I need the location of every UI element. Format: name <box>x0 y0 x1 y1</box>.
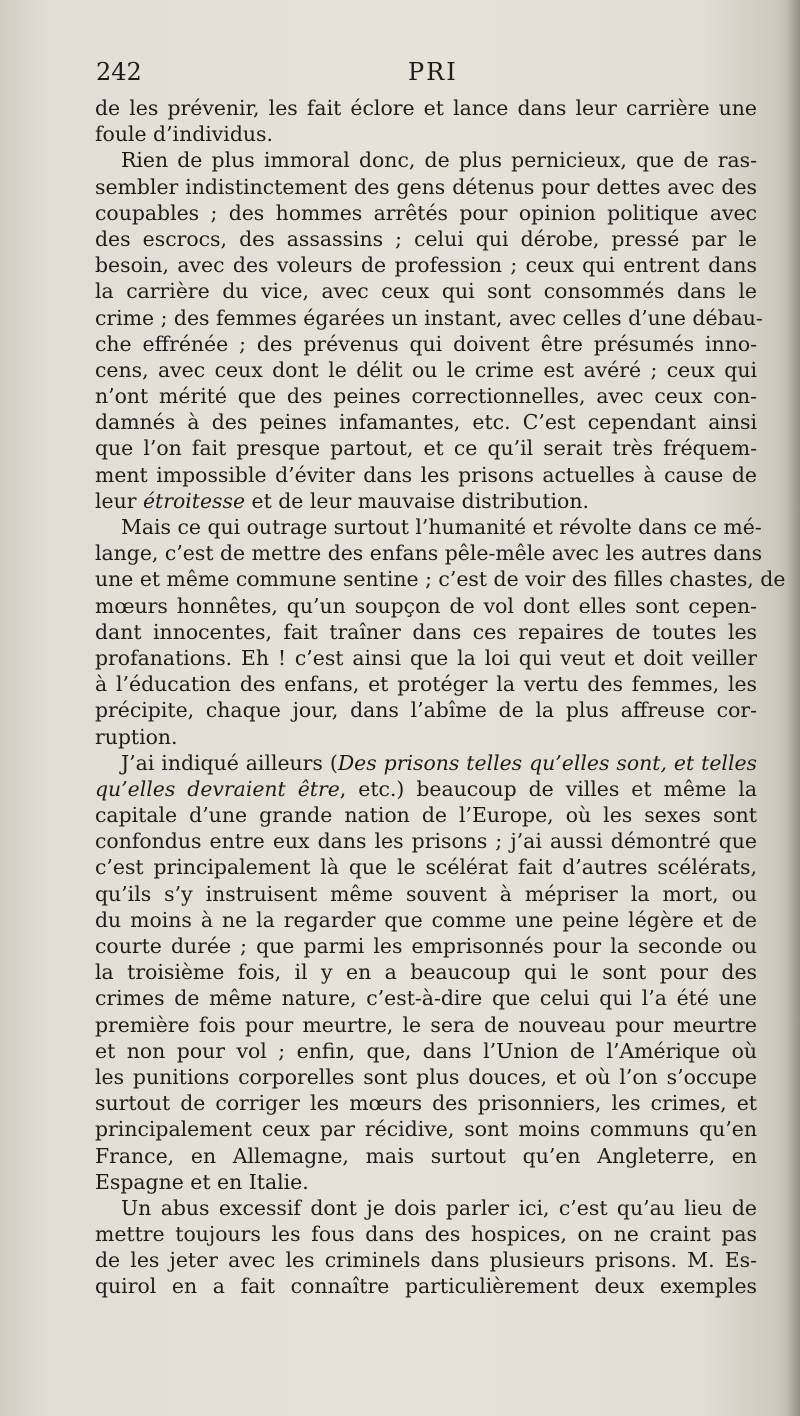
text-line: et non pour vol ; enfin, que, dans l’Union de l’Amérique où <box>95 1038 757 1063</box>
text-line: des escrocs, des assassins ; celui qui dérobe, pressé par le <box>95 226 757 251</box>
text-line: dant innocentes, fait traîner dans ces repaires de toutes les <box>95 619 757 644</box>
text-line: confondus entre eux dans les prisons ; j’ai aussi démontré que <box>95 829 757 854</box>
text-line: ment impossible d’éviter dans les prisons actuelles à cause de <box>95 462 757 487</box>
text-line: que l’on fait presque partout, et ce qu’il serait très fréquem- <box>95 436 757 461</box>
text-line: la carrière du vice, avec ceux qui sont consommés dans le <box>95 279 757 304</box>
text-line: Rien de plus immoral donc, de plus pernicieux, que de ras- <box>121 148 757 173</box>
text-line: sembler indistinctement des gens détenus pour dettes avec des <box>95 174 757 199</box>
text-line: Un abus excessif dont je dois parler ici, c’est qu’au lieu de <box>121 1195 757 1220</box>
text-line: J’ai indiqué ailleurs (Des prisons telles qu’elles sont, et telles <box>121 750 757 775</box>
text-line: profanations. Eh ! c’est ainsi que la loi qui veut et doit veiller <box>95 645 757 670</box>
text-line: surtout de corriger les mœurs des prisonniers, les crimes, et <box>95 1091 757 1116</box>
text-line: à l’éducation des enfans, et protéger la vertu des femmes, les <box>95 672 757 697</box>
text-line: n’ont mérité que des peines correctionnelles, avec ceux con- <box>95 384 757 409</box>
text-line: mettre toujours les fous dans des hospices, on ne craint pas <box>95 1222 757 1247</box>
text-line: courte durée ; que parmi les emprisonnés pour la seconde ou <box>95 934 757 958</box>
text-line: une et même commune sentine ; c’est de voir des filles chastes, de <box>95 567 786 592</box>
text-line: che effrénée ; des prévenus qui doivent être présumés inno- <box>95 331 757 356</box>
text-line: de les prévenir, les fait éclore et lance dans leur carrière une <box>95 96 757 120</box>
text-line: qu’ils s’y instruisent même souvent à mépriser la mort, ou <box>95 881 757 906</box>
text-line: qu’elles devraient être, etc.) beaucoup de villes et même la <box>95 776 757 801</box>
text-line: France, en Allemagne, mais surtout qu’en Angleterre, en <box>95 1143 757 1168</box>
body-text <box>95 95 786 1300</box>
running-head: PRI <box>408 58 458 86</box>
text-line: mœurs honnêtes, qu’un soupçon de vol dont elles sont cepen- <box>95 593 757 618</box>
binding-shadow <box>786 0 800 1416</box>
text-line: leur étroitesse et de leur mauvaise distribution. <box>95 488 589 513</box>
text-line: cens, avec ceux dont le délit ou le crime est avéré ; ceux qui <box>95 357 757 382</box>
text-line: foule d’individus. <box>95 122 273 147</box>
text-line: précipite, chaque jour, dans l’abîme de la plus affreuse cor- <box>95 698 757 723</box>
text-line: ruption. <box>95 724 178 749</box>
text-line: c’est principalement là que le scélérat fait d’autres scélérats, <box>95 855 757 880</box>
text-line: quirol en a fait connaître particulièrement deux exemples <box>95 1274 757 1299</box>
italic-text: Des prisons telles qu’elles sont, et telles <box>337 750 757 775</box>
text-line: crime ; des femmes égarées un instant, avec celles d’une débau- <box>95 305 763 330</box>
italic-text: qu’elles devraient être <box>95 776 340 801</box>
text-line: capitale d’une grande nation de l’Europe, où les sexes sont <box>95 803 757 828</box>
text-line: Mais ce qui outrage surtout l’humanité et révolte dans ce mé- <box>121 515 762 539</box>
text-line: du moins à ne la regarder que comme une peine légère et de <box>95 907 757 932</box>
italic-text: étroitesse <box>142 488 246 513</box>
text-line: principalement ceux par récidive, sont moins communs qu’en <box>95 1117 757 1142</box>
page-header <box>96 58 756 92</box>
page-number: 242 <box>96 58 142 86</box>
text-line: de les jeter avec les criminels dans plusieurs prisons. M. Es- <box>95 1248 757 1273</box>
text-line: la troisième fois, il y en a beaucoup qui le sont pour des <box>95 960 757 985</box>
text-line: Espagne et en Italie. <box>95 1169 309 1194</box>
text-line: crimes de même nature, c’est-à-dire que celui qui l’a été une <box>95 986 757 1011</box>
text-line: première fois pour meurtre, le sera de nouveau pour meurtre <box>95 1012 757 1037</box>
text-line: damnés à des peines infamantes, etc. C’est cependant ainsi <box>95 410 757 435</box>
text-line: besoin, avec des voleurs de profession ; ceux qui entrent dans <box>95 253 757 278</box>
text-line: lange, c’est de mettre des enfans pêle-mêle avec les autres dans <box>95 541 763 566</box>
text-line: coupables ; des hommes arrêtés pour opinion politique avec <box>95 200 757 225</box>
text-line: les punitions corporelles sont plus douces, et où l’on s’occupe <box>95 1064 757 1089</box>
